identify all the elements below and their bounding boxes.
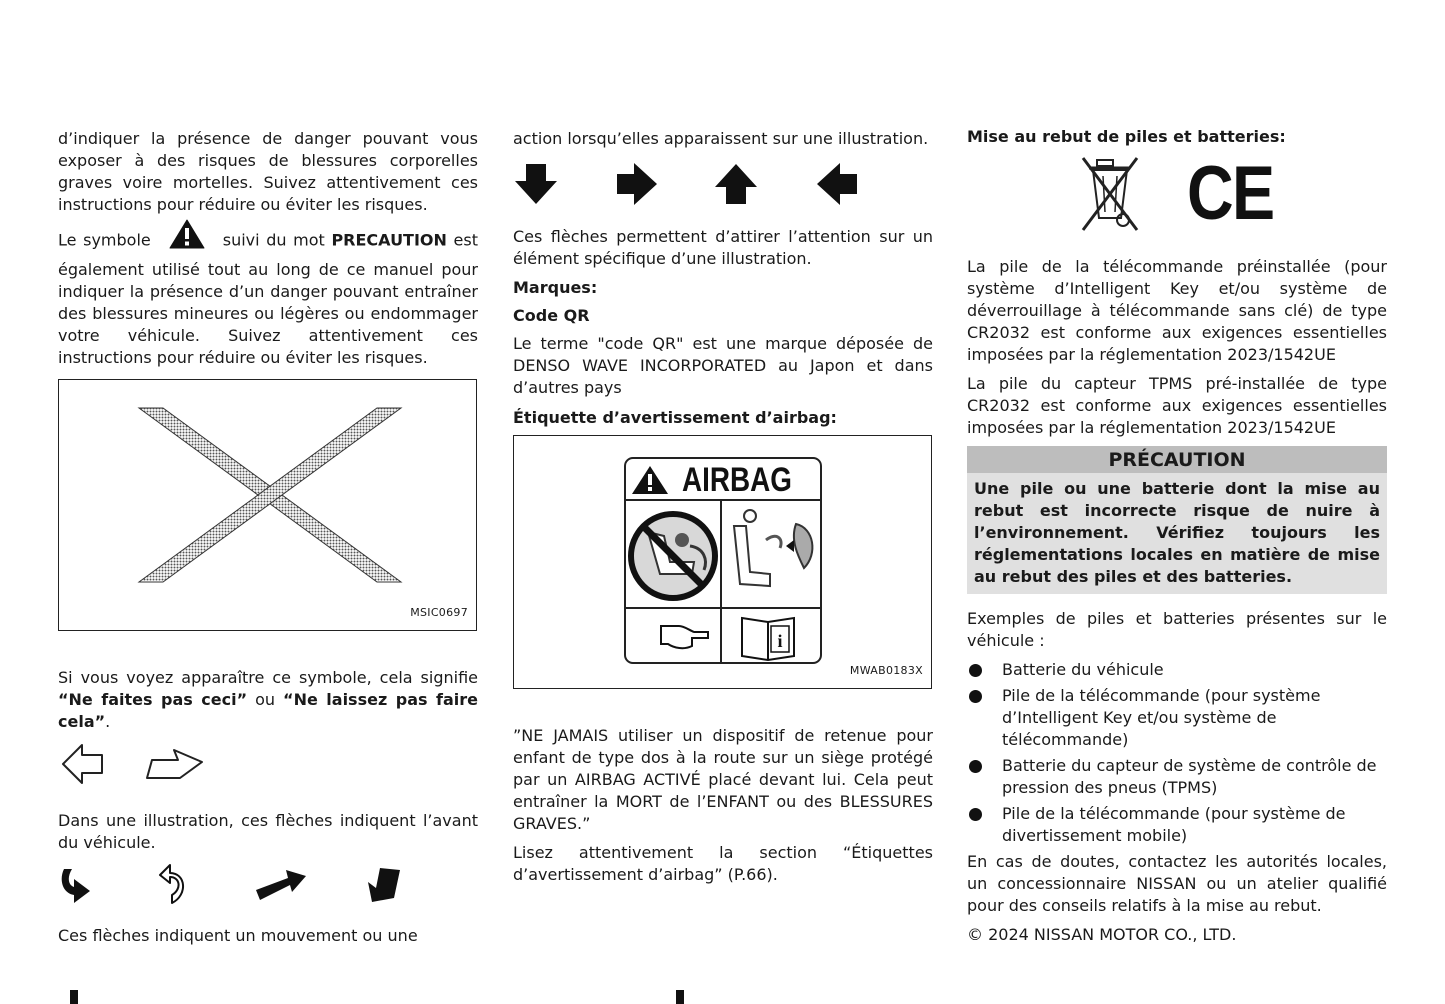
crop-mark-left [70, 990, 78, 1004]
prohibition-meaning-paragraph: Si vous voyez apparaître ce symbole, cela signifie “Ne faites pas ceci” ou “Ne laissez pas faire cela”. [58, 668, 479, 731]
manual-book-icon [742, 618, 794, 660]
copyright: © 2024 NISSAN MOTOR CO., LTD. [967, 925, 1237, 944]
movement-arrows-paragraph: Ces flèches indiquent un mouvement ou une [58, 926, 418, 945]
right-column [967, 128, 1387, 953]
battery-examples-list [967, 659, 1387, 847]
middle-column [513, 128, 933, 893]
attention-arrows-paragraph: Ces flèches permettent d’attirer l’attention sur un élément spécifique d’une illustration. [513, 227, 933, 268]
no-rear-facing-child-seat-icon [631, 514, 715, 598]
airbag-reference-paragraph: Lisez attentivement la section “Étiquettes d’avertissement d’airbag” (P.66). [513, 843, 933, 884]
battery-disposal-heading: Mise au rebut de piles et batteries: [967, 127, 1286, 146]
figure-id: MWAB0183X [849, 664, 923, 677]
qr-code-paragraph: Le terme "code QR" est une marque déposée de DENSO WAVE INCORPORATED au Japon et dans d’autres pays [513, 334, 933, 397]
list-item: Batterie du véhicule [967, 659, 1387, 681]
crop-mark-right [676, 990, 684, 1004]
list-item: Pile de la télécommande (pour système de divertissement mobile) [967, 803, 1387, 847]
outline-left-arrow-icon [60, 742, 106, 786]
movement-arrows [58, 861, 478, 909]
left-column [58, 128, 478, 954]
disposal-symbols [967, 151, 1387, 238]
up-arrow-icon [714, 163, 758, 205]
trademarks-heading: Marques: [513, 278, 598, 297]
battery-examples-paragraph: Exemples de piles et batteries présentes sur le véhicule : [967, 609, 1387, 650]
caution-box [967, 446, 1387, 594]
airbag-warning-paragraph: ”NE JAMAIS utiliser un dispositif de retenue pour enfant de type dos à la route sur un siège protégé par un AIRBAG ACTIVÉ placé devant lui. Cela peut entraîner la MORT de l’ENFANT ou des BLESSURES GRAVES.” [513, 726, 933, 833]
airbag-label-text: AIRBAG [682, 461, 792, 499]
front-arrows-paragraph: Dans une illustration, ces flèches indiquent l’avant du véhicule. [58, 811, 478, 852]
contact-authorities-paragraph: En cas de doutes, contactez les autorités locales, un concessionnaire NISSAN ou un atelier qualifié pour des conseils relatifs à la mise au rebut. [967, 852, 1387, 915]
curved-return-arrow-icon [158, 863, 194, 907]
intro-paragraph: d’indiquer la présence de danger pouvant vous exposer à des risques de blessures corporelles graves voire mortelles. Suivez attentivement ces instructions pour réduire ou éviter les risques. [58, 129, 478, 214]
airbag-warning-figure [513, 435, 932, 689]
figure-id: MSIC0697 [410, 606, 468, 619]
prohibition-x-figure [58, 379, 477, 631]
ce-mark: CE [1187, 151, 1274, 236]
crossed-out-bin-icon [1079, 154, 1143, 234]
right-arrow-icon [616, 162, 658, 206]
outline-diagonal-arrow-icon [144, 746, 206, 782]
left-arrow-icon [816, 162, 858, 206]
attention-arrows [513, 157, 933, 211]
airbag-label-heading: Étiquette d’avertissement d’airbag: [513, 408, 837, 427]
warning-triangle-icon [169, 219, 205, 255]
remote-battery-paragraph: La pile de la télécommande préinstallée (pour système d’Intelligent Key et/ou système de déverrouillage à télécommande sans clé) de type CR2032 est conforme aux exigences essentielles imposées par la réglementation 2023/1542UE [967, 257, 1387, 364]
list-item: Batterie du capteur de système de contrôle de pression des pneus (TPMS) [967, 755, 1387, 799]
caution-title: PRÉCAUTION [967, 446, 1387, 473]
down-arrow-icon [514, 163, 558, 205]
precaution-symbol-paragraph: Le symbole suivi du mot PRECAUTION est également utilisé tout au long de ce manuel pour indiquer la présence d’un danger pouvant entraîner des blessures mineures ou légères ou endommager votre véhicule. Suivez attentivement ces instructions pour réduire ou éviter les risques. [58, 223, 478, 369]
angled-arrow-icon [254, 868, 308, 902]
down-left-arrow-icon [366, 866, 402, 904]
qr-code-heading: Code QR [513, 306, 590, 325]
vehicle-front-arrows [58, 740, 478, 788]
tpms-battery-paragraph: La pile du capteur TPMS pré-installée de type CR2032 est conforme aux exigences essentielles imposées par la réglementation 2023/1542UE [967, 374, 1387, 437]
caution-body: Une pile ou une batterie dont la mise au rebut est incorrecte risque de nuire à l’environnement. Vérifiez toujours les réglementations locales en matière de mise au rebut des piles et des batteries. [974, 479, 1380, 586]
list-item: Pile de la télécommande (pour système d’Intelligent Key et/ou système de télécommande) [967, 685, 1387, 751]
action-paragraph: action lorsqu’elles apparaissent sur une illustration. [513, 129, 929, 148]
prohibition-x-icon [59, 380, 476, 630]
curved-arrow-icon [58, 863, 94, 907]
svg-text:i: i [777, 631, 783, 651]
